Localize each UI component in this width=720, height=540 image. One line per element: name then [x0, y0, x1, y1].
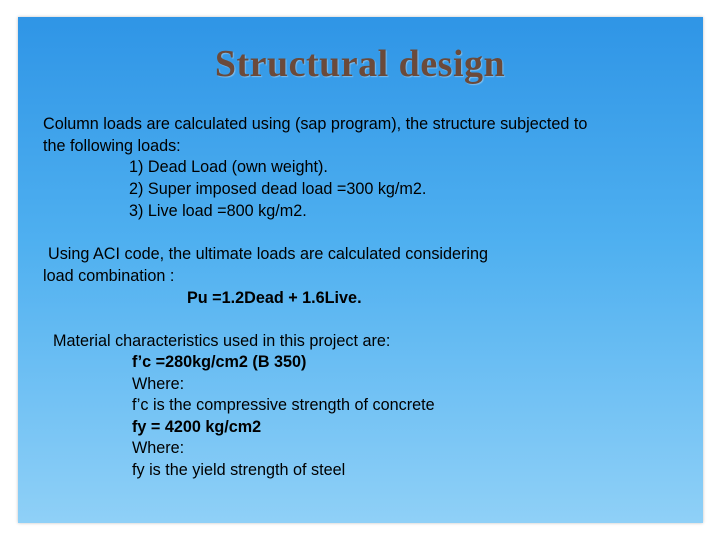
aci-line-1: Using ACI code, the ultimate loads are calculated considering	[48, 245, 489, 263]
fy-value: fy = 4200 kg/cm2	[132, 418, 262, 436]
load-item-superimposed: 2) Super imposed dead load =300 kg/m2.	[129, 180, 427, 198]
load-item-dead: 1) Dead Load (own weight).	[129, 158, 328, 176]
load-item-live: 3) Live load =800 kg/m2.	[129, 202, 307, 220]
fc-value: f’c =280kg/cm2 (B 350)	[132, 353, 307, 371]
aci-line-2: load combination :	[43, 267, 175, 285]
load-combination-formula: Pu =1.2Dead + 1.6Live.	[187, 289, 362, 307]
loads-intro-line-2: the following loads:	[43, 137, 181, 155]
loads-intro-line-1: Column loads are calculated using (sap program), the structure subjected to	[43, 115, 588, 133]
slide-title: Structural design	[214, 43, 506, 85]
fy-where-label: Where:	[132, 439, 185, 457]
fy-description: fy is the yield strength of steel	[132, 461, 346, 479]
fc-where-label: Where:	[132, 375, 185, 393]
fc-description: f’c is the compressive strength of concrete	[132, 396, 435, 414]
material-intro: Material characteristics used in this project are:	[53, 332, 391, 350]
